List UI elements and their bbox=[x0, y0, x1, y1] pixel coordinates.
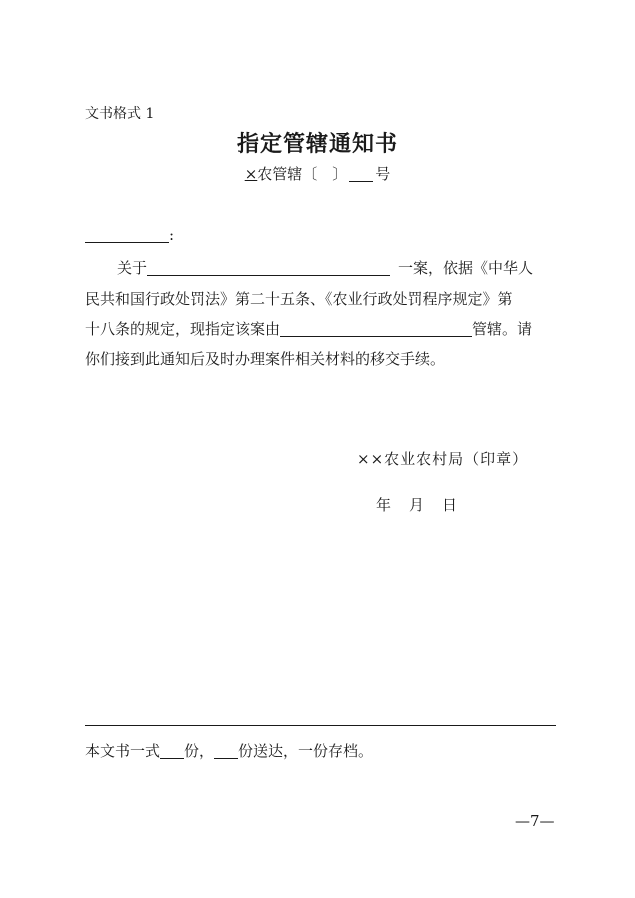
date-line bbox=[376, 494, 475, 515]
addressee-blank bbox=[85, 227, 169, 243]
body-line-4: 你们接到此通知后及时办理案件相关材料的移交手续。 bbox=[85, 350, 446, 368]
document-title: 指定管辖通知书 bbox=[236, 131, 398, 157]
doc-number-suffix: 号 bbox=[375, 165, 391, 183]
document-number bbox=[0, 163, 635, 184]
doc-number-prefix: × bbox=[244, 165, 258, 183]
body-line-1-end: 一案，依据《中华人 bbox=[398, 259, 534, 277]
served-copies-blank bbox=[214, 743, 238, 759]
body-line-1 bbox=[117, 257, 533, 278]
footer-divider bbox=[85, 725, 556, 726]
body-line-3-end: 管辖。请 bbox=[472, 320, 533, 338]
jurisdiction-blank bbox=[280, 321, 472, 337]
doc-number-blank bbox=[349, 166, 373, 182]
date-month: 月 bbox=[409, 496, 425, 514]
body-line-1-start: 关于 bbox=[117, 259, 148, 277]
copies-note-b: 份， bbox=[184, 742, 215, 760]
form-label: 文书格式 1 bbox=[85, 106, 155, 122]
case-name-blank bbox=[147, 260, 390, 276]
addressee-line bbox=[85, 226, 174, 244]
date-day: 日 bbox=[442, 496, 458, 514]
copies-note-a: 本文书一式 bbox=[85, 742, 161, 760]
body-line-2: 民共和国行政处罚法》第二十五条、《农业行政处罚程序规定》第 bbox=[85, 290, 513, 308]
body-line-3 bbox=[85, 318, 532, 339]
date-year: 年 bbox=[376, 496, 392, 514]
issuing-authority: ××农业农村局（印章） bbox=[357, 450, 529, 468]
doc-number-mid: 农管辖〔 〕 bbox=[257, 165, 348, 183]
addressee-colon: : bbox=[169, 226, 175, 244]
copies-note bbox=[85, 740, 373, 761]
body-line-3-start: 十八条的规定，现指定该案由 bbox=[85, 320, 281, 338]
copies-note-c: 份送达，一份存档。 bbox=[238, 742, 374, 760]
total-copies-blank bbox=[160, 743, 184, 759]
page-number: —7— bbox=[515, 812, 555, 830]
